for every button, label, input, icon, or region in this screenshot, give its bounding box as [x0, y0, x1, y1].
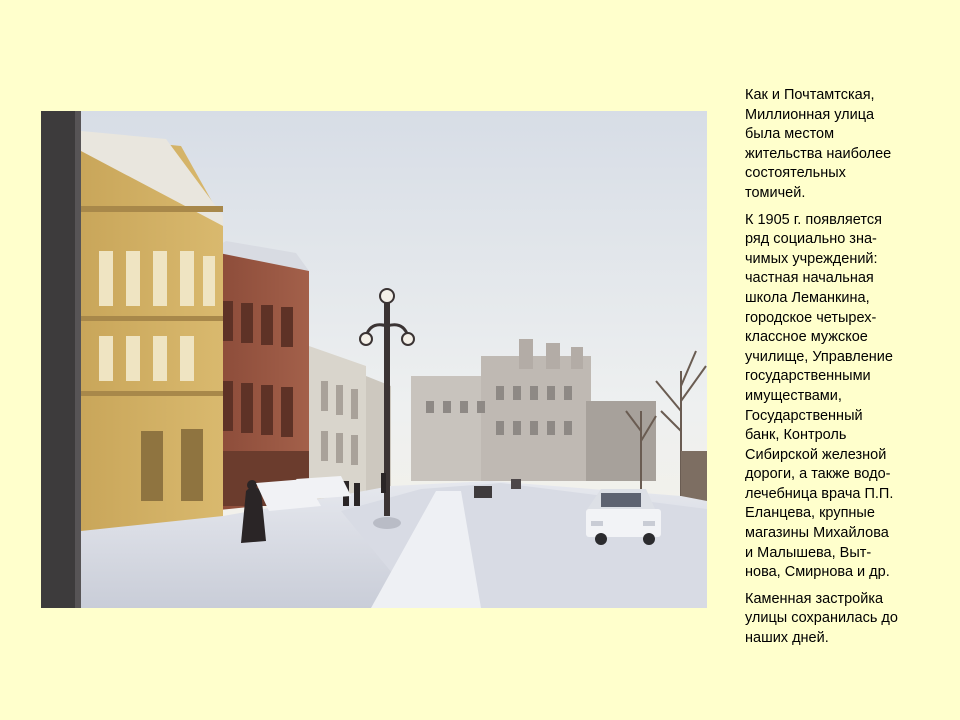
white-car	[586, 489, 661, 545]
paragraph-architecture: Каменная застройка улицы сохранилась до наших дней.	[745, 590, 898, 647]
street-photo	[41, 111, 707, 608]
paragraph-institutions: К 1905 г. появляется ряд социально зна- чимых учреждений: частная начальная школа Леманкина, городское четырех- классное мужское училище, Управление государственными имуществами, Государственный банк, Контроль Сибирской железной дороги, а также водо- лечебница врача П.П. Еланцева, крупные магазины Михайлова и Малышева, Выт- нова, Смирнова и др.	[745, 211, 894, 581]
paragraph-intro: Как и Почтамтская, Миллионная улица была местом жительства наиболее состоятельных томичей.	[745, 87, 892, 201]
description-text	[745, 86, 930, 656]
